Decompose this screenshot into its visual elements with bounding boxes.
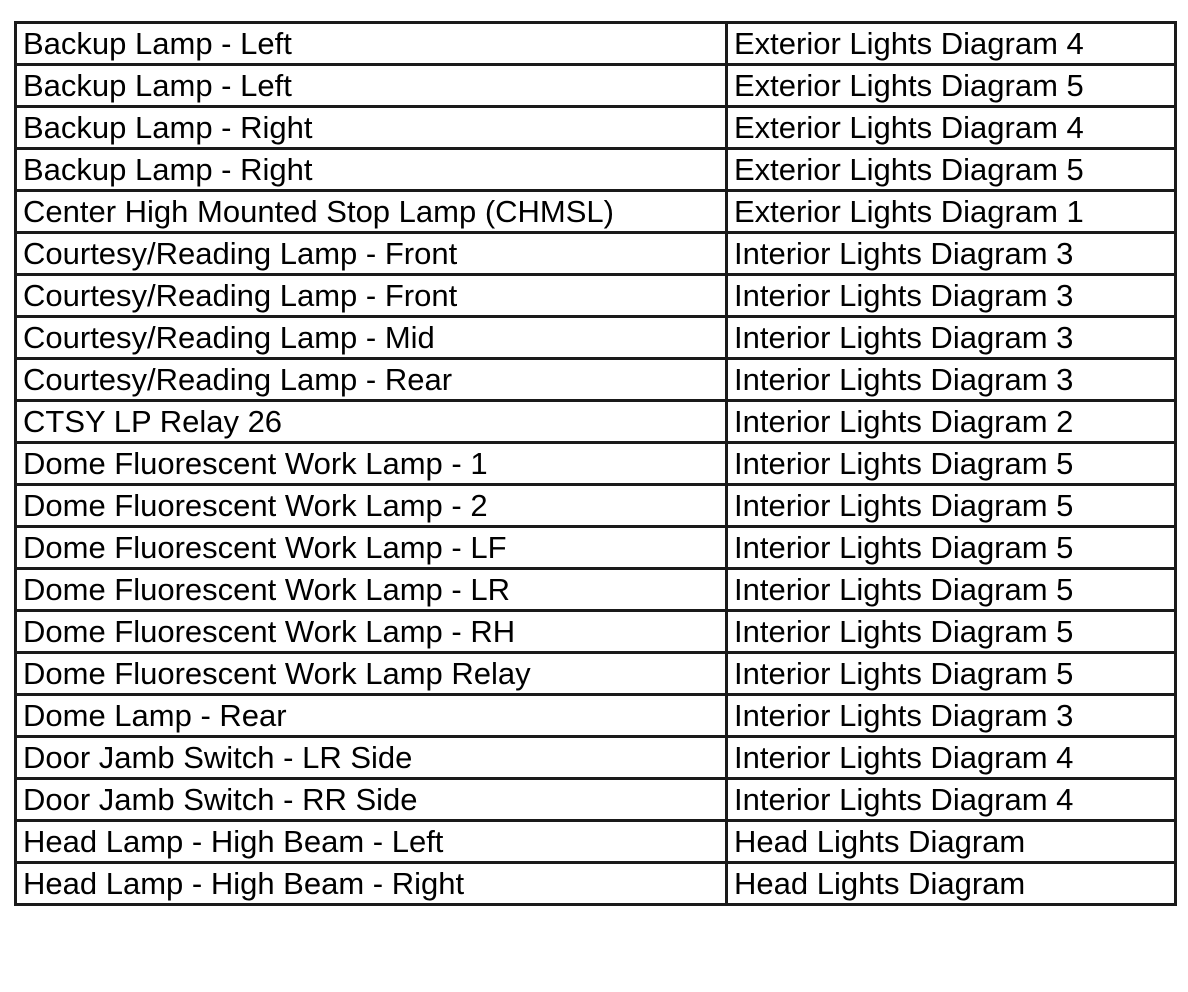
diagram-cell: Interior Lights Diagram 5 [727, 653, 1176, 695]
diagram-cell: Exterior Lights Diagram 4 [727, 107, 1176, 149]
table-row [16, 149, 1176, 191]
component-cell: Courtesy/Reading Lamp - Rear [16, 359, 727, 401]
diagram-cell: Exterior Lights Diagram 5 [727, 149, 1176, 191]
table-row [16, 317, 1176, 359]
table-row [16, 233, 1176, 275]
table-row [16, 65, 1176, 107]
diagram-cell: Interior Lights Diagram 5 [727, 485, 1176, 527]
component-cell: Head Lamp - High Beam - Right [16, 863, 727, 905]
table-row [16, 359, 1176, 401]
table-row [16, 527, 1176, 569]
component-cell: Courtesy/Reading Lamp - Front [16, 233, 727, 275]
component-cell: Courtesy/Reading Lamp - Front [16, 275, 727, 317]
component-cell: Backup Lamp - Left [16, 65, 727, 107]
diagram-cell: Head Lights Diagram [727, 863, 1176, 905]
table-row [16, 485, 1176, 527]
table-row [16, 779, 1176, 821]
table-row [16, 569, 1176, 611]
table-row [16, 695, 1176, 737]
component-cell: Dome Fluorescent Work Lamp - 2 [16, 485, 727, 527]
table-row [16, 401, 1176, 443]
component-cell: Dome Fluorescent Work Lamp - RH [16, 611, 727, 653]
table-row [16, 653, 1176, 695]
diagram-cell: Interior Lights Diagram 3 [727, 317, 1176, 359]
component-cell: Courtesy/Reading Lamp - Mid [16, 317, 727, 359]
diagram-cell: Exterior Lights Diagram 1 [727, 191, 1176, 233]
component-cell: Door Jamb Switch - RR Side [16, 779, 727, 821]
diagram-cell: Interior Lights Diagram 3 [727, 275, 1176, 317]
diagram-cell: Interior Lights Diagram 5 [727, 443, 1176, 485]
table-row [16, 107, 1176, 149]
diagram-cell: Head Lights Diagram [727, 821, 1176, 863]
component-cell: Dome Fluorescent Work Lamp - 1 [16, 443, 727, 485]
table-body [16, 23, 1176, 905]
table-row [16, 611, 1176, 653]
component-cell: Center High Mounted Stop Lamp (CHMSL) [16, 191, 727, 233]
component-cell: Head Lamp - High Beam - Left [16, 821, 727, 863]
component-index-table [14, 21, 1177, 906]
component-cell: Backup Lamp - Left [16, 23, 727, 65]
component-cell: Backup Lamp - Right [16, 107, 727, 149]
diagram-cell: Interior Lights Diagram 5 [727, 569, 1176, 611]
diagram-cell: Exterior Lights Diagram 4 [727, 23, 1176, 65]
diagram-cell: Interior Lights Diagram 3 [727, 233, 1176, 275]
diagram-cell: Interior Lights Diagram 2 [727, 401, 1176, 443]
diagram-cell: Exterior Lights Diagram 5 [727, 65, 1176, 107]
component-cell: CTSY LP Relay 26 [16, 401, 727, 443]
diagram-cell: Interior Lights Diagram 4 [727, 779, 1176, 821]
diagram-cell: Interior Lights Diagram 4 [727, 737, 1176, 779]
component-cell: Dome Lamp - Rear [16, 695, 727, 737]
table-row [16, 275, 1176, 317]
diagram-cell: Interior Lights Diagram 5 [727, 611, 1176, 653]
diagram-cell: Interior Lights Diagram 5 [727, 527, 1176, 569]
diagram-cell: Interior Lights Diagram 3 [727, 359, 1176, 401]
table-row [16, 863, 1176, 905]
table-row [16, 443, 1176, 485]
component-cell: Door Jamb Switch - LR Side [16, 737, 727, 779]
component-cell: Dome Fluorescent Work Lamp - LR [16, 569, 727, 611]
component-cell: Backup Lamp - Right [16, 149, 727, 191]
diagram-cell: Interior Lights Diagram 3 [727, 695, 1176, 737]
component-cell: Dome Fluorescent Work Lamp Relay [16, 653, 727, 695]
table-row [16, 737, 1176, 779]
component-cell: Dome Fluorescent Work Lamp - LF [16, 527, 727, 569]
table-row [16, 191, 1176, 233]
table-row [16, 821, 1176, 863]
table-row [16, 23, 1176, 65]
